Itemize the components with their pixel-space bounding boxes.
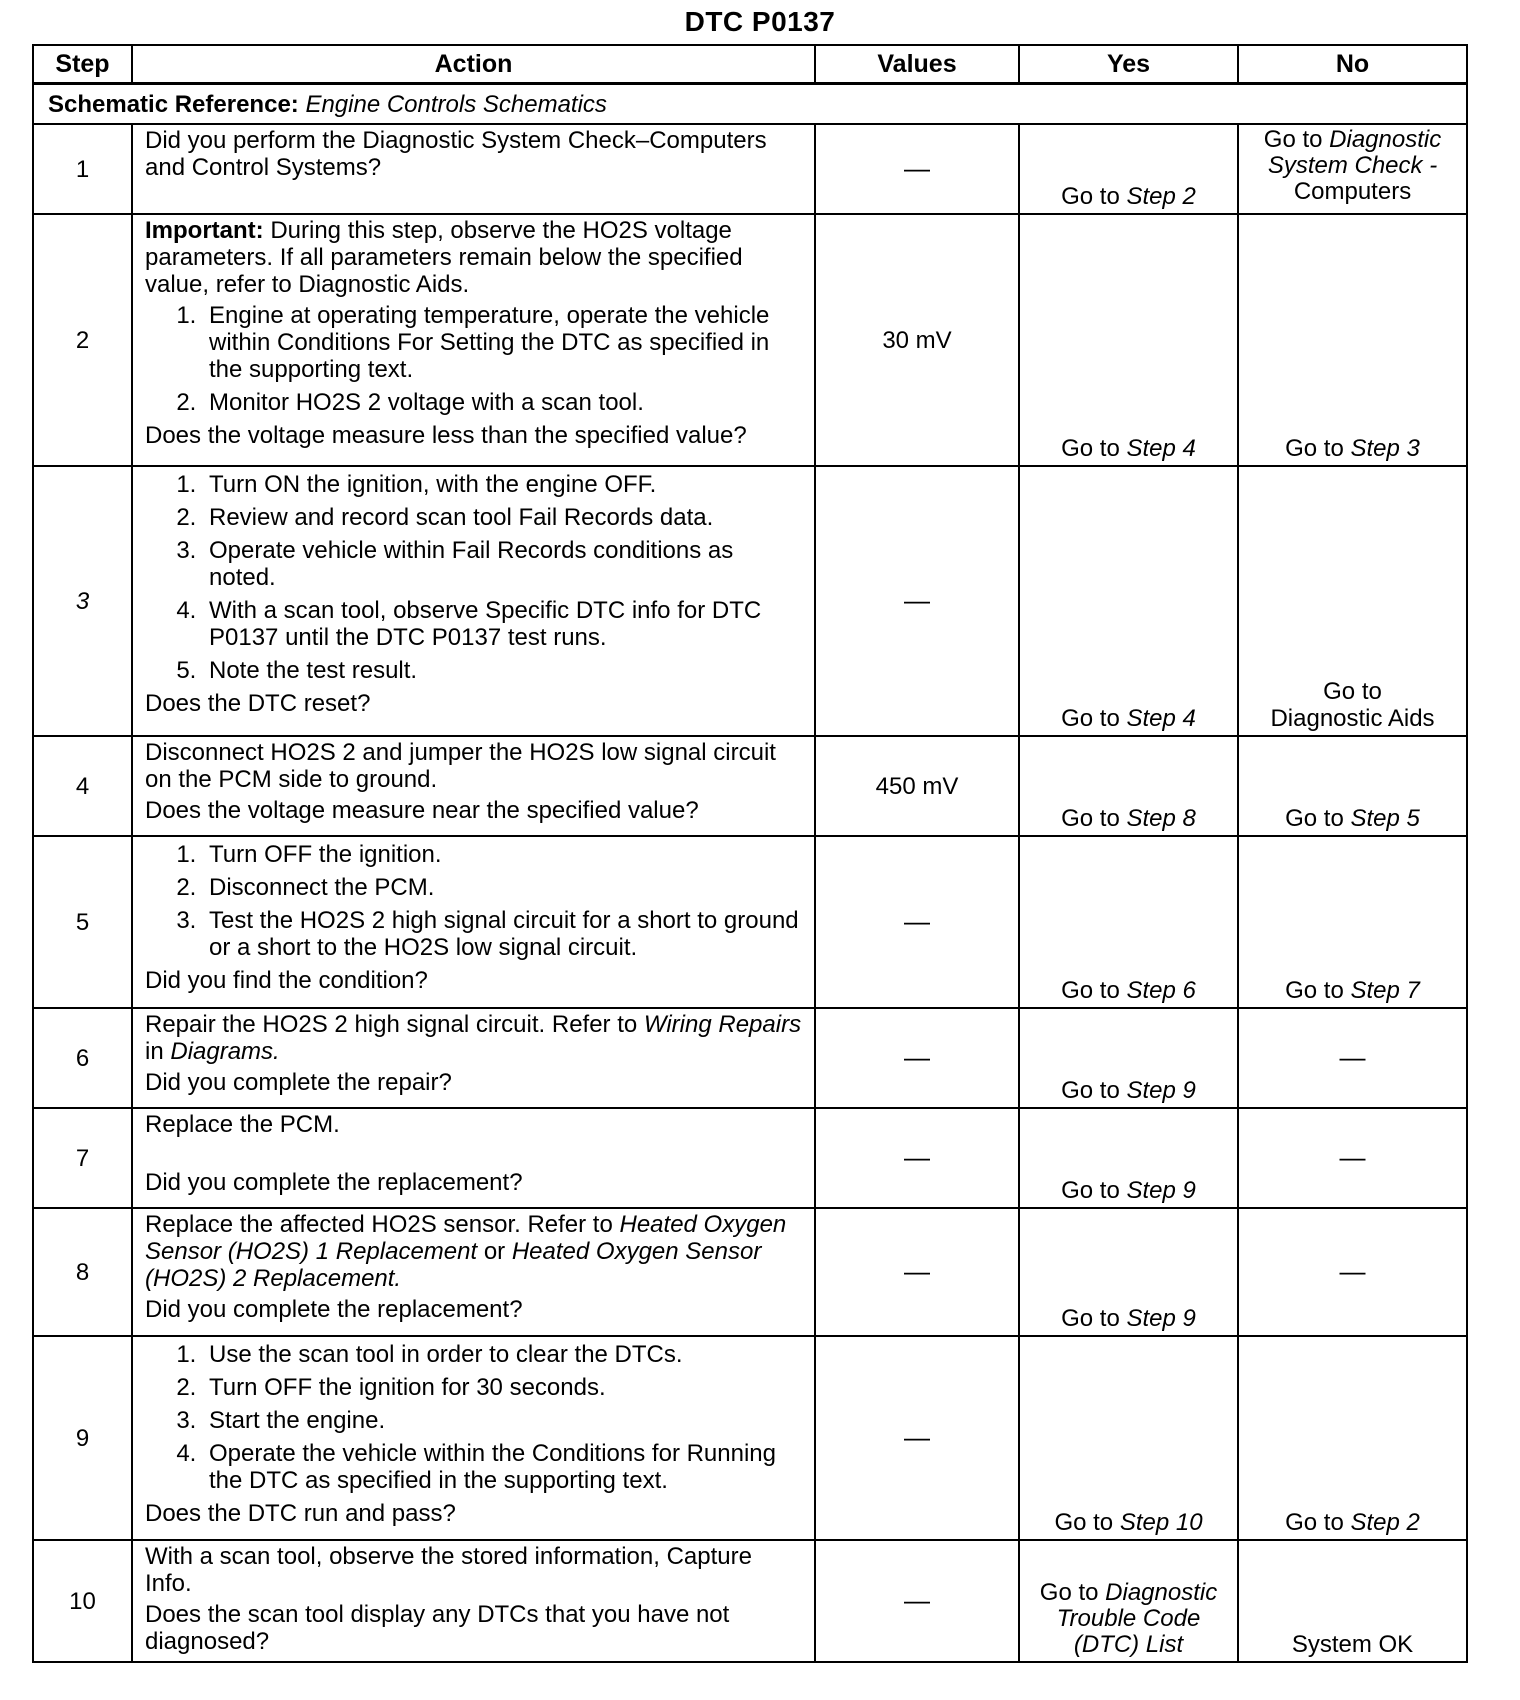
ho2s2-replacement-link[interactable]: Heated Oxygen Sensor (HO2S) 2 Replacement. bbox=[145, 1238, 762, 1292]
procedure-step: 5. Note the test result. bbox=[203, 657, 804, 684]
yes-prefix: Go to bbox=[1061, 435, 1127, 462]
yes-cell bbox=[1019, 1208, 1238, 1336]
table-row bbox=[33, 1008, 1467, 1108]
action-text-part: Replace the affected HO2S sensor. Refer to bbox=[145, 1211, 620, 1238]
action-question: Did you complete the replacement? bbox=[145, 1296, 523, 1323]
action-text bbox=[145, 1011, 804, 1065]
yes-link[interactable]: Step 6 bbox=[1126, 977, 1196, 1004]
no-prefix: Go to bbox=[1285, 435, 1351, 462]
important-note bbox=[145, 217, 804, 298]
no-prefix: Go to bbox=[1285, 1509, 1351, 1536]
procedure-step: 4. Operate the vehicle within the Conditions for Running the DTC as specified in the supporting text. bbox=[203, 1440, 804, 1494]
step-number: 5 bbox=[33, 836, 132, 1008]
table-row bbox=[33, 466, 1467, 736]
procedure-list bbox=[145, 471, 804, 684]
action-question: Does the voltage measure less than the specified value? bbox=[145, 422, 747, 449]
yes-link[interactable]: Step 4 bbox=[1126, 435, 1196, 462]
yes-prefix: Go to bbox=[1061, 705, 1127, 732]
procedure-step: 2. Review and record scan tool Fail Records data. bbox=[203, 504, 804, 531]
table-row bbox=[33, 1208, 1467, 1336]
yes-prefix: Go to bbox=[1061, 977, 1127, 1004]
header-step: Step bbox=[33, 45, 132, 84]
procedure-step: 1. Turn OFF the ignition. bbox=[203, 841, 804, 868]
action-cell bbox=[132, 1008, 815, 1108]
action-question: Did you complete the repair? bbox=[145, 1069, 452, 1096]
step-number: 10 bbox=[33, 1540, 132, 1662]
no-link[interactable]: Diagnostic Aids bbox=[1270, 705, 1435, 732]
header-action: Action bbox=[132, 45, 815, 84]
values-cell bbox=[815, 1008, 1019, 1108]
yes-link[interactable]: Diagnostic Trouble Code (DTC) List bbox=[1056, 1579, 1218, 1658]
no-cell bbox=[1238, 1008, 1467, 1108]
table-row bbox=[33, 1108, 1467, 1208]
schematic-reference bbox=[33, 84, 1467, 125]
yes-link[interactable]: Step 9 bbox=[1126, 1077, 1196, 1104]
schematic-link[interactable]: Engine Controls Schematics bbox=[305, 90, 607, 118]
schematic-label: Schematic Reference: bbox=[48, 90, 299, 118]
yes-link[interactable]: Step 10 bbox=[1119, 1509, 1203, 1536]
dtc-table bbox=[32, 44, 1468, 1663]
no-link[interactable]: Step 2 bbox=[1350, 1509, 1420, 1536]
action-text-part: Repair the HO2S 2 high signal circuit. Refer to bbox=[145, 1011, 644, 1038]
action-text bbox=[145, 1211, 804, 1292]
no-link[interactable]: Step 5 bbox=[1350, 805, 1420, 832]
procedure-list bbox=[145, 302, 804, 416]
value-dash: — bbox=[904, 1422, 930, 1452]
yes-prefix: Go to bbox=[1054, 1509, 1120, 1536]
procedure-list bbox=[145, 1341, 804, 1494]
step-number: 1 bbox=[33, 124, 132, 214]
no-prefix: Go to bbox=[1323, 678, 1382, 705]
action-question: Does the DTC run and pass? bbox=[145, 1500, 456, 1527]
important-text: During this step, observe the HO2S voltage parameters. If all parameters remain below the specified value, refer to Diagnostic Aids. bbox=[145, 217, 743, 298]
value-dash: — bbox=[904, 1142, 930, 1172]
no-cell bbox=[1238, 736, 1467, 836]
schematic-row bbox=[33, 84, 1467, 125]
values-cell: 30 mV bbox=[815, 214, 1019, 466]
yes-prefix: Go to bbox=[1061, 1177, 1127, 1204]
step-number: 6 bbox=[33, 1008, 132, 1108]
value-dash: — bbox=[904, 1042, 930, 1072]
table-row bbox=[33, 124, 1467, 214]
step-number: 2 bbox=[33, 214, 132, 466]
yes-link[interactable]: Step 2 bbox=[1126, 183, 1196, 210]
values-cell: 450 mV bbox=[815, 736, 1019, 836]
no-cell bbox=[1238, 124, 1467, 214]
yes-prefix: Go to bbox=[1061, 183, 1127, 210]
action-cell bbox=[132, 1336, 815, 1540]
action-cell bbox=[132, 1108, 815, 1208]
value-dash: — bbox=[904, 153, 930, 183]
header-no: No bbox=[1238, 45, 1467, 84]
action-text: With a scan tool, observe the stored information, Capture Info. bbox=[145, 1543, 752, 1597]
action-text-part: or bbox=[477, 1238, 512, 1265]
yes-link[interactable]: Step 8 bbox=[1126, 805, 1196, 832]
yes-cell bbox=[1019, 1108, 1238, 1208]
no-cell: System OK bbox=[1238, 1540, 1467, 1662]
procedure-step: 3. Operate vehicle within Fail Records conditions as noted. bbox=[203, 537, 804, 591]
no-dash: — bbox=[1339, 1041, 1366, 1072]
yes-prefix: Go to bbox=[1061, 805, 1127, 832]
no-cell bbox=[1238, 836, 1467, 1008]
no-link[interactable]: Step 7 bbox=[1350, 977, 1420, 1004]
yes-link[interactable]: Step 9 bbox=[1126, 1305, 1196, 1332]
step-number: 3 bbox=[33, 466, 132, 736]
action-cell bbox=[132, 836, 815, 1008]
action-cell bbox=[132, 1208, 815, 1336]
yes-cell bbox=[1019, 1008, 1238, 1108]
values-cell bbox=[815, 124, 1019, 214]
no-link[interactable]: Step 3 bbox=[1350, 435, 1420, 462]
yes-prefix: Go to bbox=[1061, 1077, 1127, 1104]
action-question: Did you complete the replacement? bbox=[145, 1169, 523, 1196]
no-link[interactable]: Diagnostic System Check - bbox=[1267, 126, 1442, 179]
values-cell bbox=[815, 1208, 1019, 1336]
value-dash: — bbox=[904, 585, 930, 615]
procedure-step: 2. Monitor HO2S 2 voltage with a scan tool. bbox=[203, 389, 804, 416]
action-question: Does the scan tool display any DTCs that you have not diagnosed? bbox=[145, 1601, 730, 1655]
ho2s1-replacement-link[interactable]: Heated Oxygen Sensor (HO2S) 1 Replacement bbox=[145, 1211, 787, 1265]
procedure-list bbox=[145, 841, 804, 961]
action-text: Disconnect HO2S 2 and jumper the HO2S low signal circuit on the PCM side to ground. bbox=[145, 739, 776, 793]
value-dash: — bbox=[904, 906, 930, 936]
values-cell bbox=[815, 466, 1019, 736]
step-number: 4 bbox=[33, 736, 132, 836]
header-values: Values bbox=[815, 45, 1019, 84]
yes-cell bbox=[1019, 1336, 1238, 1540]
action-cell bbox=[132, 466, 815, 736]
action-cell bbox=[132, 124, 815, 214]
action-text: Replace the PCM. bbox=[145, 1111, 340, 1138]
yes-cell bbox=[1019, 214, 1238, 466]
procedure-step: 3. Start the engine. bbox=[203, 1407, 804, 1434]
no-dash: — bbox=[1339, 1141, 1366, 1172]
table-row bbox=[33, 736, 1467, 836]
no-cell bbox=[1238, 466, 1467, 736]
procedure-step: 3. Test the HO2S 2 high signal circuit for a short to ground or a short to the HO2S low signal circuit. bbox=[203, 907, 804, 961]
procedure-step: 2. Turn OFF the ignition for 30 seconds. bbox=[203, 1374, 804, 1401]
no-suffix: Computers bbox=[1293, 178, 1412, 205]
step-number: 8 bbox=[33, 1208, 132, 1336]
action-cell bbox=[132, 214, 815, 466]
wiring-repairs-link[interactable]: Wiring Repairs bbox=[643, 1011, 802, 1038]
action-cell bbox=[132, 1540, 815, 1662]
no-cell bbox=[1238, 214, 1467, 466]
step-number: 7 bbox=[33, 1108, 132, 1208]
action-question: Did you find the condition? bbox=[145, 967, 428, 994]
no-prefix: Go to bbox=[1285, 805, 1351, 832]
step-number: 9 bbox=[33, 1336, 132, 1540]
diagrams-link[interactable]: Diagrams. bbox=[170, 1038, 280, 1065]
yes-cell bbox=[1019, 1540, 1238, 1662]
yes-prefix: Go to bbox=[1039, 1579, 1106, 1606]
yes-cell bbox=[1019, 836, 1238, 1008]
value-dash: — bbox=[904, 1585, 930, 1615]
table-row bbox=[33, 1540, 1467, 1662]
table-row bbox=[33, 836, 1467, 1008]
action-text: Did you perform the Diagnostic System Check–Computers and Control Systems? bbox=[145, 127, 767, 181]
value-dash: — bbox=[904, 1256, 930, 1286]
important-label: Important: bbox=[145, 217, 264, 244]
procedure-step: 1. Engine at operating temperature, operate the vehicle within Conditions For Setting the DTC as specified in the supporting text. bbox=[203, 302, 804, 383]
procedure-step: 1. Use the scan tool in order to clear the DTCs. bbox=[203, 1341, 804, 1368]
yes-link[interactable]: Step 4 bbox=[1126, 705, 1196, 732]
values-cell bbox=[815, 1540, 1019, 1662]
header-yes: Yes bbox=[1019, 45, 1238, 84]
page-title: DTC P0137 bbox=[684, 6, 836, 37]
procedure-step: 1. Turn ON the ignition, with the engine OFF. bbox=[203, 471, 804, 498]
action-text-part: in bbox=[145, 1038, 171, 1065]
header-row bbox=[33, 45, 1467, 84]
values-cell bbox=[815, 1336, 1019, 1540]
table-row bbox=[33, 1336, 1467, 1540]
no-cell bbox=[1238, 1208, 1467, 1336]
no-prefix: Go to bbox=[1285, 977, 1351, 1004]
yes-cell bbox=[1019, 466, 1238, 736]
action-question: Does the voltage measure near the specified value? bbox=[145, 797, 699, 824]
no-prefix: Go to bbox=[1263, 126, 1330, 153]
yes-cell bbox=[1019, 736, 1238, 836]
yes-link[interactable]: Step 9 bbox=[1126, 1177, 1196, 1204]
no-cell bbox=[1238, 1336, 1467, 1540]
action-cell bbox=[132, 736, 815, 836]
yes-cell bbox=[1019, 124, 1238, 214]
values-cell bbox=[815, 1108, 1019, 1208]
action-question: Does the DTC reset? bbox=[145, 690, 371, 717]
no-cell bbox=[1238, 1108, 1467, 1208]
no-dash: — bbox=[1339, 1255, 1366, 1286]
procedure-step: 4. With a scan tool, observe Specific DTC info for DTC P0137 until the DTC P0137 test runs. bbox=[203, 597, 804, 651]
yes-prefix: Go to bbox=[1061, 1305, 1127, 1332]
procedure-step: 2. Disconnect the PCM. bbox=[203, 874, 804, 901]
values-cell bbox=[815, 836, 1019, 1008]
table-row bbox=[33, 214, 1467, 466]
